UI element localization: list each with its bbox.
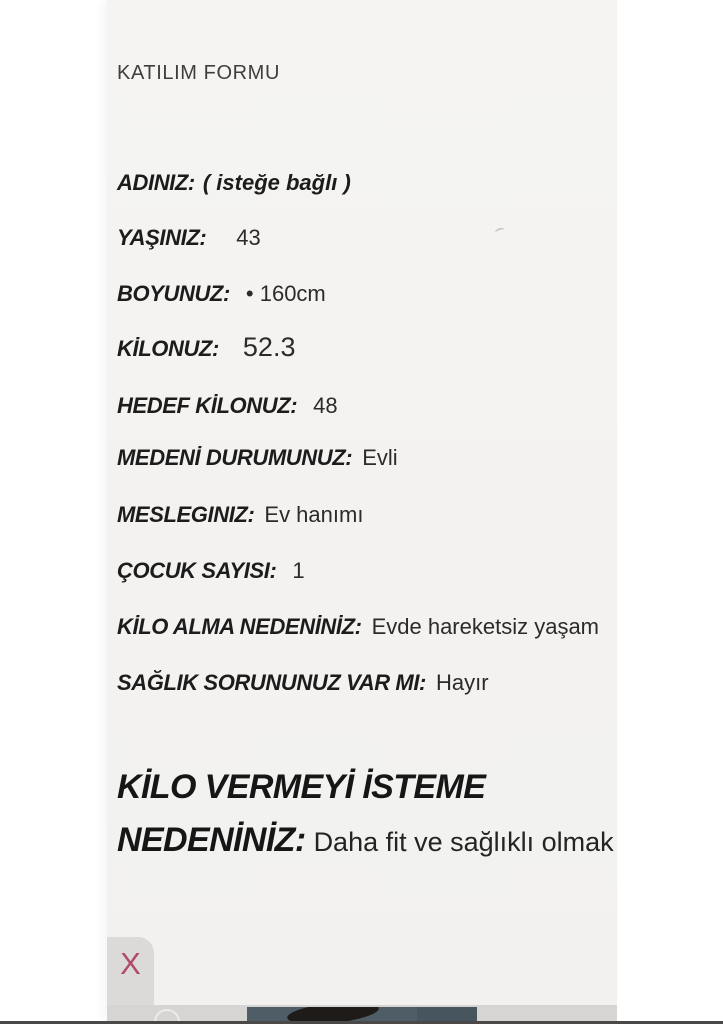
field-row-hedef-kilonuz [117, 394, 338, 421]
highlight-question-value: Daha fit ve sağlıklı olmak [313, 827, 614, 857]
video-thumbnail[interactable] [247, 1007, 477, 1021]
field-value: 52.3 [242, 332, 296, 362]
field-value: Ev hanımı [264, 502, 364, 527]
field-label: KİLO ALMA NEDENİNİZ: [117, 614, 362, 639]
person-silhouette [286, 1007, 380, 1021]
field-row-adiniz [117, 171, 351, 198]
field-label: MESLEGINIZ: [117, 502, 255, 527]
field-row-mesleginiz [117, 503, 363, 530]
field-value: ( isteğe bağlı ) [202, 170, 351, 195]
field-value: 48 [313, 393, 338, 418]
photo-artifact-mark [494, 227, 506, 237]
field-value: Hayır [435, 670, 489, 695]
close-tab[interactable] [107, 937, 154, 1005]
field-value: 1 [292, 558, 305, 583]
page-title: KATILIM FORMU [117, 62, 280, 84]
field-row-boyunuz [117, 282, 326, 309]
highlight-question [117, 764, 614, 870]
field-row-kilo-alma-nedeniniz [117, 615, 599, 642]
field-label: ADINIZ: [117, 170, 195, 195]
field-label: BOYUNUZ: [117, 281, 230, 306]
field-label: SAĞLIK SORUNUNUZ VAR MI: [117, 670, 426, 695]
thumbnail-shade [417, 1007, 477, 1021]
field-value: Evli [362, 445, 398, 470]
field-row-kilonuz [117, 332, 296, 364]
field-row-cocuk-sayisi [117, 559, 305, 586]
field-label: ÇOCUK SAYISI: [117, 558, 277, 583]
field-row-saglik-sorununuz [117, 671, 489, 698]
highlight-question-label: KİLO VERMEYİ İSTEME NEDENİNİZ: [117, 768, 486, 859]
field-label: MEDENİ DURUMUNUZ: [117, 445, 353, 470]
field-value: 43 [236, 225, 261, 250]
field-label: YAŞINIZ: [117, 225, 207, 250]
spinner-circle-icon [154, 1009, 180, 1021]
field-label: KİLONUZ: [117, 336, 219, 361]
field-row-medeni-durumunuz [117, 446, 398, 473]
field-value: • 160cm [245, 281, 326, 306]
field-label: HEDEF KİLONUZ: [117, 393, 298, 418]
close-icon[interactable]: X [120, 946, 141, 981]
field-row-yasiniz [117, 226, 261, 253]
form-page [107, 0, 617, 1021]
field-value: Evde hareketsiz yaşam [371, 614, 600, 639]
